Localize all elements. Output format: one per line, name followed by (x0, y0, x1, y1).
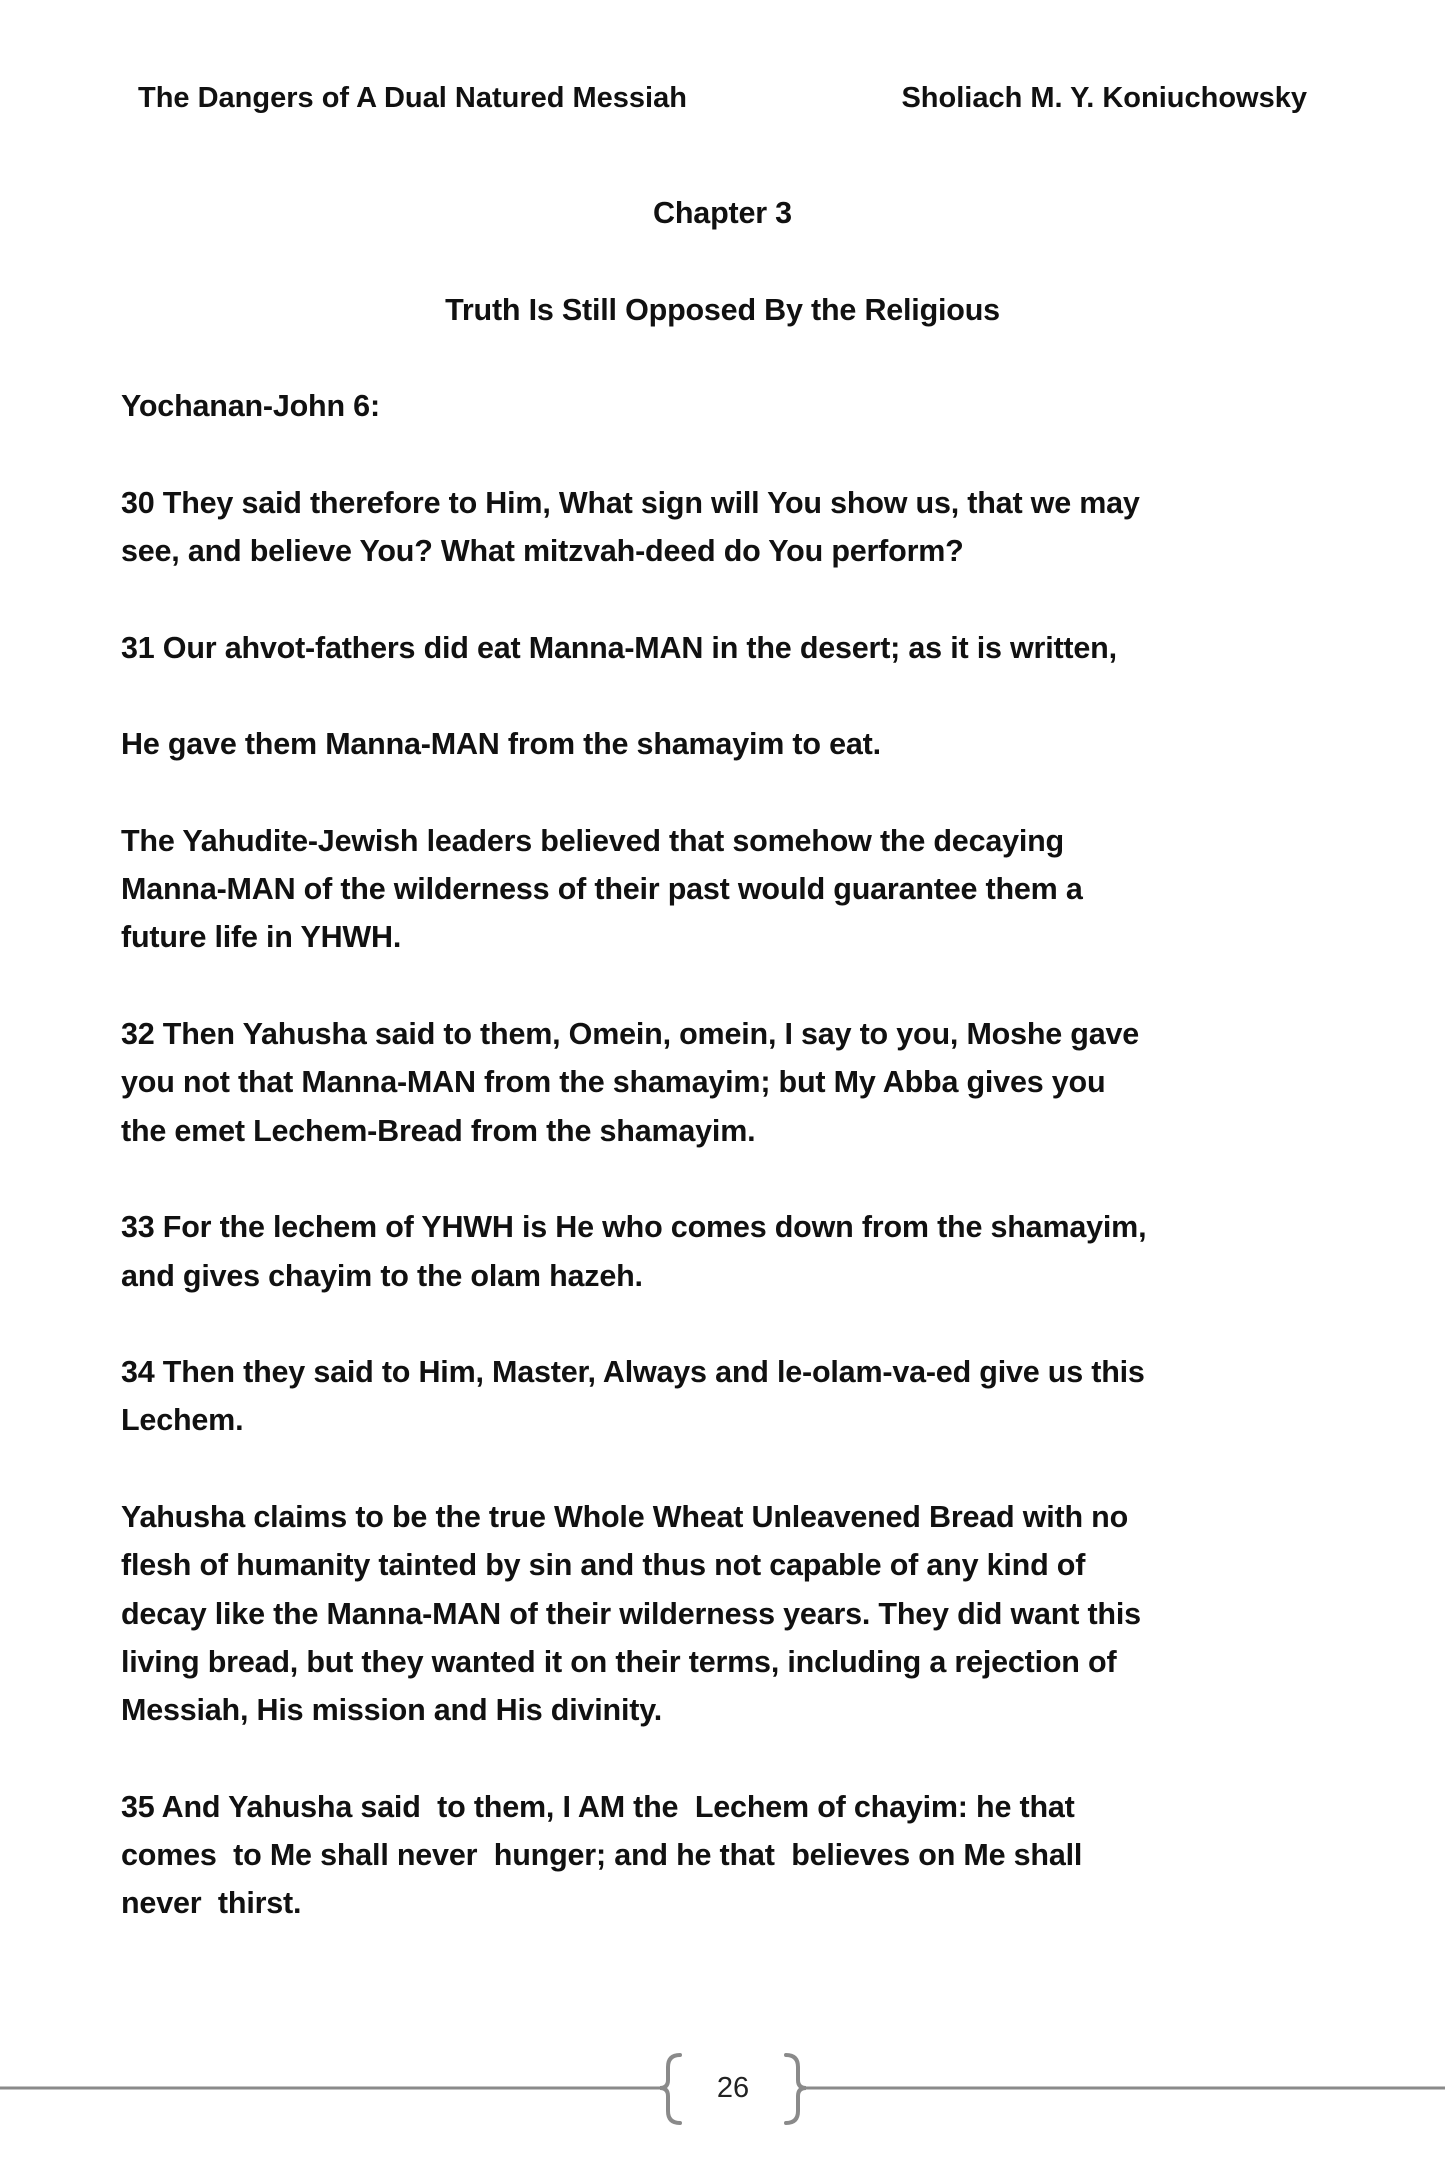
verse-31 (121, 624, 1421, 672)
paragraph-line: 30 They said therefore to Him, What sign will You show us, that we may (121, 485, 1140, 520)
chapter-number: Chapter 3 (653, 196, 792, 230)
right-brace-icon (786, 2055, 806, 2123)
paragraph-line: and gives chayim to the olam hazeh. (121, 1258, 643, 1293)
paragraph-line: 34 Then they said to Him, Master, Always and le-olam-va-ed give us this (121, 1355, 1145, 1390)
book-title: The Dangers of A Dual Natured Messiah (138, 82, 687, 114)
paragraph-line: Yahusha claims to be the true Whole Wheat Unleavened Bread with no (121, 1500, 1129, 1535)
page-body (121, 189, 1421, 1928)
verse-31-continued (121, 720, 1421, 768)
paragraph-line: 35 And Yahusha said to them, I AM the Lechem of chayim: he that (121, 1789, 1075, 1824)
paragraph-line: He gave them Manna-MAN from the shamayim to eat. (121, 727, 881, 762)
commentary-paragraph (121, 1493, 1421, 1734)
paragraph-line: never thirst. (121, 1886, 302, 1921)
chapter-title-block (121, 286, 1324, 334)
paragraph-line: future life in YHWH. (121, 920, 402, 955)
paragraph-line: decay like the Manna-MAN of their wilderness years. They did want this (121, 1596, 1141, 1631)
scripture-reference (121, 382, 1421, 430)
verse-35 (121, 1783, 1421, 1928)
paragraph-line: The Yahudite-Jewish leaders believed that somehow the decaying (121, 823, 1064, 858)
paragraph-line: Yochanan-John 6: (121, 389, 380, 424)
verse-30 (121, 479, 1421, 576)
paragraph-line: 32 Then Yahusha said to them, Omein, omein, I say to you, Moshe gave (121, 1017, 1140, 1052)
paragraph-line: 33 For the lechem of YHWH is He who comes down from the shamayim, (121, 1210, 1147, 1245)
paragraph-line: the emet Lechem-Bread from the shamayim. (121, 1113, 756, 1148)
page-number: 26 (716, 2072, 750, 2104)
author-name: Sholiach M. Y. Koniuchowsky (901, 82, 1307, 114)
page-footer (0, 2040, 1445, 2140)
paragraph-line: you not that Manna-MAN from the shamayim; but My Abba gives you (121, 1065, 1106, 1100)
paragraph-line: Messiah, His mission and His divinity. (121, 1693, 662, 1728)
left-brace-icon (660, 2055, 680, 2123)
paragraph-line: see, and believe You? What mitzvah-deed do You perform? (121, 534, 964, 569)
chapter-heading (121, 189, 1324, 237)
verse-34 (121, 1348, 1421, 1445)
running-header (0, 76, 1445, 120)
paragraph-line: living bread, but they wanted it on their terms, including a rejection of (121, 1644, 1117, 1679)
commentary-paragraph (121, 817, 1421, 962)
paragraph-line: flesh of humanity tainted by sin and thus not capable of any kind of (121, 1548, 1086, 1583)
verse-32 (121, 1010, 1421, 1155)
verse-33 (121, 1203, 1421, 1300)
paragraph-line: Lechem. (121, 1403, 244, 1438)
paragraph-line: Manna-MAN of the wilderness of their past would guarantee them a (121, 872, 1083, 907)
chapter-title: Truth Is Still Opposed By the Religious (445, 292, 1000, 327)
paragraph-line: 31 Our ahvot-fathers did eat Manna-MAN in the desert; as it is written, (121, 630, 1117, 665)
paragraph-line: comes to Me shall never hunger; and he that believes on Me shall (121, 1838, 1083, 1873)
